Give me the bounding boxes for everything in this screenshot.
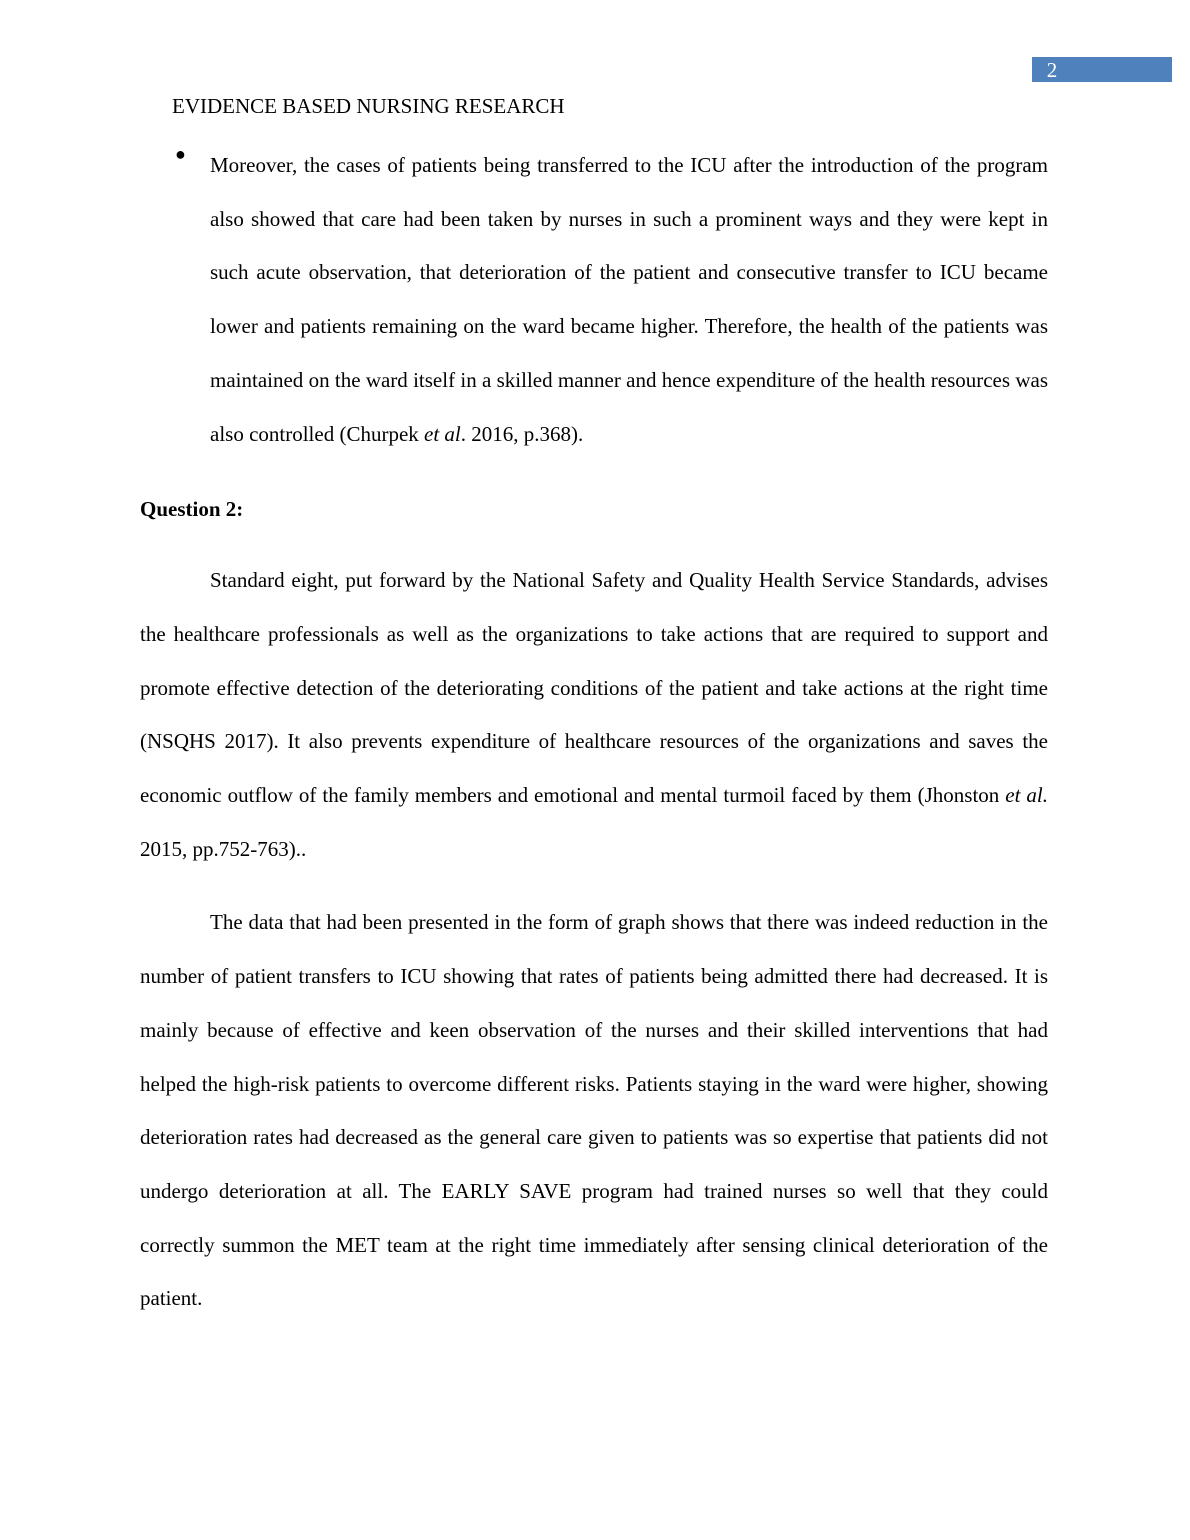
paragraph-graph-data: The data that had been presented in the form of graph shows that there was indeed reduction in the number of patient transfers to ICU showing that rates of patients being admitted there had decreased. It is mainly because of effective and keen observation of the nurses and their skilled interventions that had helped the high-risk patients to overcome different risks. Patients staying in the ward were higher, showing deterioration rates had decreased as the general care given to patients was so expertise that patients did not undergo deterioration at all. The EARLY SAVE program had trained nurses so well that they could correctly summon the MET team at the right time immediately after sensing clinical deterioration of the patient. <box>140 910 1048 1311</box>
paragraph-standard-eight <box>140 554 1048 876</box>
question-heading: Question 2: <box>140 497 244 522</box>
bullet-dot-icon: ● <box>175 144 186 164</box>
bullet-item <box>140 139 1048 461</box>
document-body <box>140 139 1048 1326</box>
page-number: 2 <box>1046 58 1058 82</box>
page-number-bar <box>1032 57 1172 82</box>
running-head: EVIDENCE BASED NURSING RESEARCH <box>172 94 565 118</box>
citation-et-al: et al. <box>1005 783 1048 808</box>
citation-et-al: et al <box>424 421 461 446</box>
paragraph-1-text-end: 2015, pp.752-763).. <box>140 836 307 861</box>
paragraph-1-text: Standard eight, put forward by the National Safety and Quality Health Service Standards, advises the healthcare professionals as well as the organizations to take actions that are required to support and promote effective detection of the deteriorating conditions of the patient and take actions at the right time (NSQHS 2017). It also prevents expenditure of healthcare resources of the organizations and saves the economic outflow of the family members and emotional and mental turmoil faced by them (Jhonston <box>140 568 1048 808</box>
bullet-text-end: . 2016, p.368). <box>460 421 584 446</box>
bullet-text: Moreover, the cases of patients being transferred to the ICU after the introduction of the program also showed that care had been taken by nurses in such a prominent ways and they were kept in such acute observation, that deterioration of the patient and consecutive transfer to ICU became lower and patients remaining on the ward became higher. Therefore, the health of the patients was maintained on the ward itself in a skilled manner and hence expenditure of the health resources was also controlled (Churpek <box>210 153 1048 446</box>
